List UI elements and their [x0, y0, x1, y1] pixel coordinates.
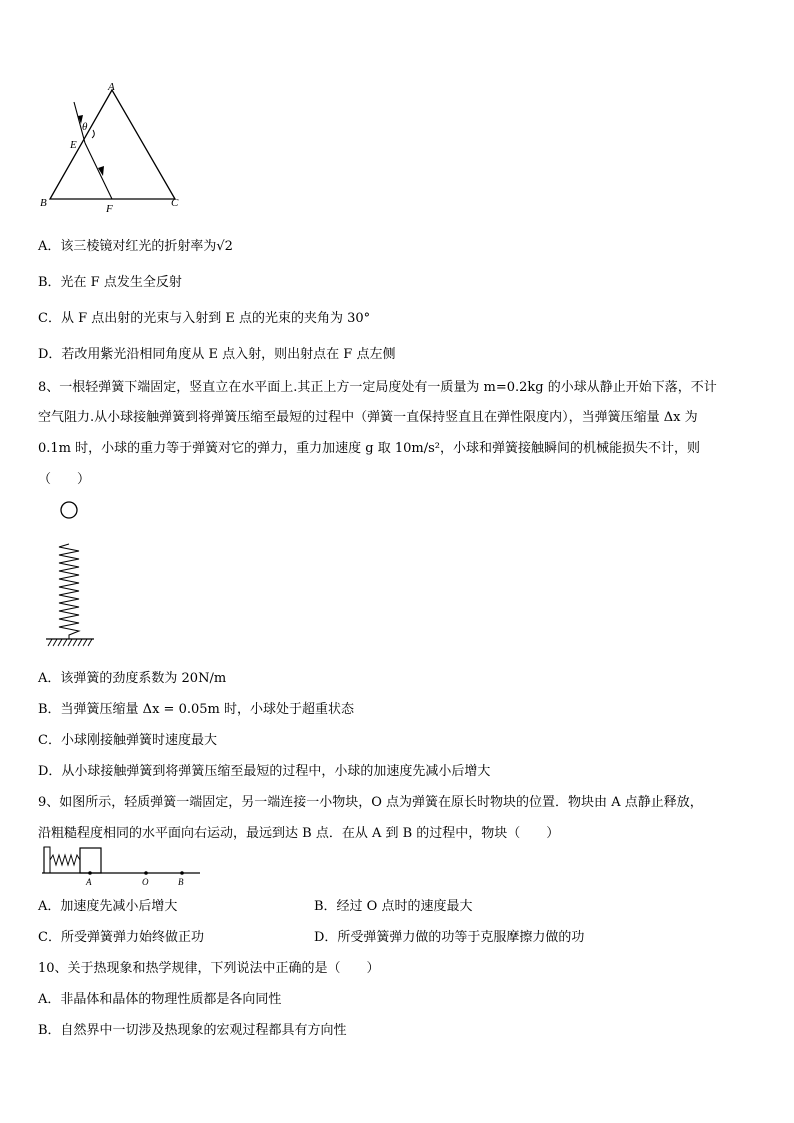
label-O: O	[142, 877, 149, 887]
q9-stem-line2: 沿粗糙程度相同的水平面向右运动，最远到达 B 点．在从 A 到 B 的过程中，物块（ ）	[38, 826, 560, 841]
q8-stem-line1: 8、一根轻弹簧下端固定，竖直立在水平面上.其正上方一定局度处有一质量为 m=0.2kg 的小球从静止开始下落，不计	[38, 380, 717, 395]
q10-stem: 10、关于热现象和热学规律，下列说法中正确的是（ ）	[38, 961, 380, 976]
label-B: B	[40, 197, 47, 209]
ball	[61, 502, 77, 518]
q7-option-d: D．若改用紫光沿相同角度从 E 点入射，则出射点在 F 点左侧	[38, 347, 396, 362]
q7-option-a: A．该三棱镜对红光的折射率为√2	[38, 239, 233, 254]
q7-option-b: B．光在 F 点发生全反射	[38, 275, 182, 290]
point-O	[144, 871, 148, 875]
label-F: F	[106, 203, 113, 215]
q9-option-d: D．所受弹簧弹力做的功等于克服摩擦力做的功	[314, 930, 585, 945]
q8-option-d: D．从小球接触弹簧到将弹簧压缩至最短的过程中，小球的加速度先减小后增大	[38, 764, 491, 779]
label-A: A	[108, 81, 115, 93]
label-E: E	[70, 139, 77, 151]
wall-bracket	[44, 847, 50, 873]
q8-option-c: C．小球刚接触弹簧时速度最大	[38, 733, 217, 748]
prism-figure	[38, 80, 188, 215]
label-C: C	[171, 197, 179, 209]
q9-option-b: B．经过 O 点时的速度最大	[314, 899, 473, 914]
q8-stem-line4: （ ）	[38, 472, 91, 487]
q8-option-b: B．当弹簧压缩量 Δx = 0.05m 时，小球处于超重状态	[38, 702, 354, 717]
block-spring-figure	[40, 843, 205, 887]
theta-arc	[92, 130, 94, 138]
q8-option-a: A．该弹簧的劲度系数为 20N/m	[38, 671, 227, 686]
point-A	[88, 871, 92, 875]
label-B: B	[178, 877, 184, 887]
spring-figure	[40, 498, 100, 650]
q9-option-c: C．所受弹簧弹力始终做正功	[38, 930, 204, 945]
q9-option-a: A．加速度先减小后增大	[38, 899, 178, 914]
point-B	[180, 871, 184, 875]
q8-stem-line3: 0.1m 时，小球的重力等于弹簧对它的弹力，重力加速度 g 取 10m/s²，小球和弹簧接触瞬间的机械能损失不计，则	[38, 441, 700, 456]
label-A: A	[86, 877, 92, 887]
label-theta: θ	[82, 121, 88, 133]
block	[80, 848, 101, 873]
q10-option-a: A．非晶体和晶体的物理性质都是各向同性	[38, 992, 282, 1007]
spring	[59, 544, 79, 639]
q8-stem-line2: 空气阻力.从小球接触弹簧到将弹簧压缩至最短的过程中（弹簧一直保持竖直且在弹性限度内），当弹簧压缩量 Δx 为	[38, 410, 698, 425]
refracted-ray	[85, 143, 112, 199]
prism-triangle	[50, 90, 175, 199]
small-spring	[50, 855, 80, 865]
q10-option-b: B．自然界中一切涉及热现象的宏观过程都具有方向性	[38, 1023, 347, 1038]
ground-hatch	[48, 639, 92, 646]
q9-stem-line1: 9、如图所示，轻质弹簧一端固定，另一端连接一小物块，O 点为弹簧在原长时物块的位置．物块由 A 点静止释放，	[38, 795, 703, 810]
q7-option-c: C．从 F 点出射的光束与入射到 E 点的光束的夹角为 30°	[38, 311, 371, 326]
